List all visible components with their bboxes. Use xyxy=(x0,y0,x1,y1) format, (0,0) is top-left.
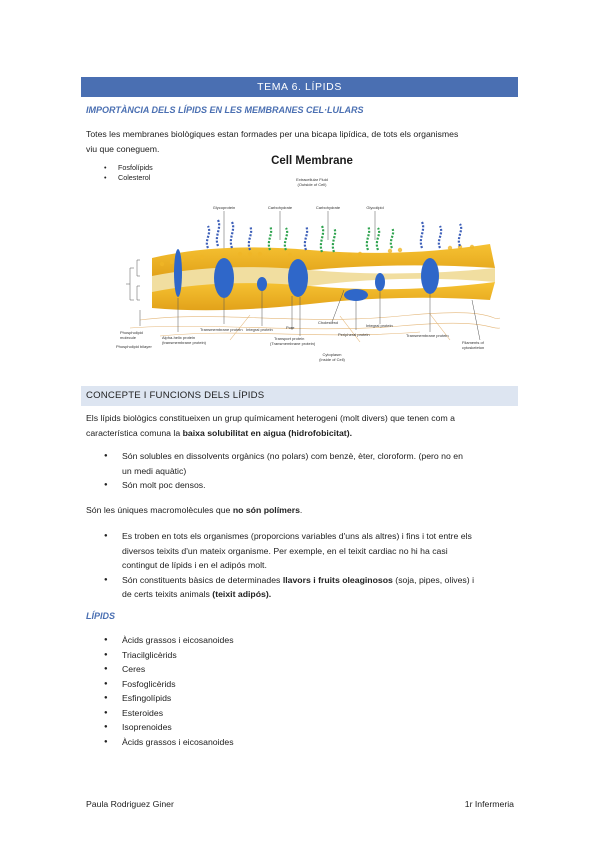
label-alpha-helix: Alpha-helix protein xyxy=(162,335,196,340)
list-item: ● Ceres xyxy=(104,662,404,677)
text-run: Són constituents bàsics de determinades xyxy=(122,574,283,585)
label-filaments: Filaments of xyxy=(462,340,484,345)
page-title: TEMA 6. LÍPIDS xyxy=(81,77,518,97)
label-phospholipid-molecule-2: molecule xyxy=(120,335,137,340)
text-run: (soja, pipes, olives) i xyxy=(392,574,475,585)
list-item: ● Isoprenoides xyxy=(104,720,404,735)
footer-author: Paula Rodriguez Giner xyxy=(86,799,174,809)
label-transmembrane-protein: Transmembrane protein xyxy=(200,327,243,332)
list-item: ● Esteroides xyxy=(104,706,404,721)
list-item: ● Àcids grassos i eicosanoides xyxy=(104,735,404,750)
label-transport-protein: Transport protein xyxy=(274,336,305,341)
label-extracellular: Extracellular Fluid xyxy=(296,177,328,182)
integral-protein-shape-2 xyxy=(375,273,385,291)
list-item: ● Fosfoglicèrids xyxy=(104,677,404,692)
text-run: de certs teixits animals xyxy=(122,589,213,599)
label-carbohydrate-1: Carbohydrate xyxy=(267,205,293,210)
bold-text: llavors i fruits oleaginosos xyxy=(282,574,393,585)
label-transmembrane-protein-2: Transmembrane protein xyxy=(406,333,449,338)
text-run: . xyxy=(299,505,303,515)
cell-membrane-diagram xyxy=(100,150,510,362)
transport-protein-shape xyxy=(288,259,308,297)
section-heading-concepte: CONCEPTE I FUNCIONS DELS LÍPIDS xyxy=(81,386,518,406)
list-item: ● Esfingolípids xyxy=(104,691,404,706)
paragraph-line: Totes les membranes biològiques estan formades per una bicapa lipídica, de tots els organismes xyxy=(86,129,459,139)
lipid-types-list xyxy=(104,633,404,749)
list-item: ● Triacilglicèrids xyxy=(104,648,404,663)
text-run: Són les úniques macromolècules que xyxy=(86,505,233,515)
list-item-line xyxy=(122,587,518,602)
label-peripheral-protein: Peripheral protein xyxy=(338,332,370,337)
glycoprotein-shape xyxy=(214,258,234,298)
label-glycoprotein: Glycoprotein xyxy=(212,205,236,210)
label-transport-protein-2: (Transmembrane protein) xyxy=(270,341,316,346)
list-item xyxy=(104,529,518,573)
section-heading-membranes: IMPORTÀNCIA DELS LÍPIDS EN LES MEMBRANES CEL·LULARS xyxy=(86,105,364,115)
list-item-line: ● Són molt poc densos. xyxy=(122,480,206,490)
label-alpha-helix-2: (transmembrane protein) xyxy=(162,340,207,345)
label-integral-protein-2: Integral protein xyxy=(366,323,393,328)
label-phospholipid-molecule: Phospholipid xyxy=(120,330,143,335)
paragraph-line xyxy=(86,426,516,441)
section-heading-lipids: LÍPIDS xyxy=(86,611,116,621)
footer-course: 1r Infermeria xyxy=(464,799,514,809)
list-item-line: contingut de lípids i en el adipós molt. xyxy=(122,560,267,570)
label-cytoplasm: Cytoplasm xyxy=(322,352,342,357)
figure-title: Cell Membrane xyxy=(271,155,353,167)
label-glycolipid: Glycolipid xyxy=(366,205,384,210)
figure-bullet-item: • Fosfolípids xyxy=(104,163,153,173)
concepte-intro-paragraph xyxy=(86,411,516,440)
list-item xyxy=(104,478,516,493)
label-integral-protein: Integral protein xyxy=(246,327,273,332)
bold-text: no són polímers xyxy=(232,505,300,515)
list-item-line xyxy=(122,573,518,588)
list-item-line: un medi aquàtic) xyxy=(122,465,187,476)
label-pore: Pore xyxy=(286,325,295,330)
label-phospholipid-bilayer: Phospholipid bilayer xyxy=(116,344,152,349)
label-extracellular-2: (Outside of Cell) xyxy=(297,182,327,187)
transmembrane-protein-shape xyxy=(421,258,439,294)
list-item: ● Àcids grassos i eicosanoides xyxy=(104,633,404,648)
figure-bullet-item: • Colesterol xyxy=(104,173,153,183)
paragraph-line: viu que coneguem. xyxy=(86,143,160,154)
bold-text: (teixit adipós). xyxy=(212,589,272,599)
bold-text: baixa solubilitat en aigua (hidrofobicitat). xyxy=(182,427,352,438)
macromolecules-paragraph xyxy=(86,503,516,518)
label-cytoplasm-2: (Inside of Cell) xyxy=(319,357,345,362)
text-run: característica comuna la xyxy=(86,427,183,438)
list-item xyxy=(104,573,518,602)
label-filaments-2: cytoskeleton xyxy=(462,345,485,350)
solubility-bullet-list xyxy=(104,449,516,493)
alpha-helix-shape xyxy=(174,249,182,297)
figure-bullet-list xyxy=(104,163,153,182)
label-carbohydrate-2: Carbohydrate xyxy=(315,205,341,210)
list-item xyxy=(104,449,516,478)
paragraph-line: Els lípids biològics constitueixen un grup químicament heterogeni (molt divers) que tenen com a xyxy=(86,413,455,423)
distribution-bullet-list xyxy=(104,529,518,602)
label-cholesterol: Cholesterol xyxy=(318,320,339,325)
integral-protein-shape xyxy=(257,277,267,291)
list-item-line: diversos teixits d'un mateix organisme. Per exemple, en el teixit cardiac no hi ha casi xyxy=(122,545,448,556)
list-item-line: ● Es troben en tots els organismes (proporcions variables d'uns als altres) i fins i tot entre els xyxy=(122,531,472,541)
bilayer-bottom-surface xyxy=(152,282,495,310)
peripheral-protein-shape xyxy=(344,289,368,301)
list-item-line: ● Són solubles en dissolvents orgànics (no polars) com benzè, èter, cloroform. (pero no en xyxy=(122,451,463,461)
